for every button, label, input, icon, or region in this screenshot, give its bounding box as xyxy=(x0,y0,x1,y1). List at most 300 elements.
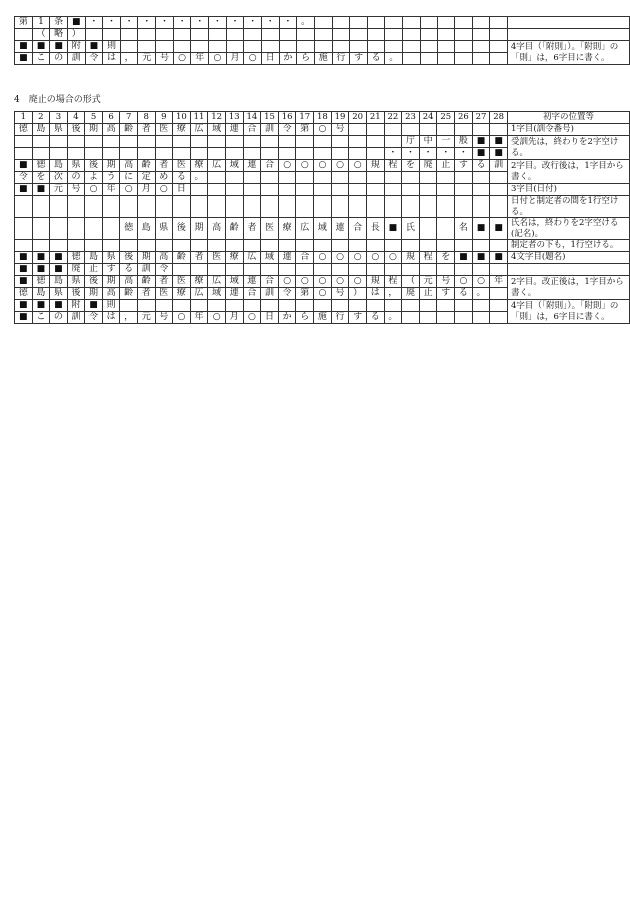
grid-cell xyxy=(243,264,261,276)
grid-cell xyxy=(120,300,138,312)
grid-cell xyxy=(384,264,402,276)
grid-cell xyxy=(367,17,385,29)
grid-cell: ■ xyxy=(472,148,490,160)
grid-cell: 元 xyxy=(419,276,437,288)
grid-cell: 令 xyxy=(85,312,103,324)
grid-cell: 規 xyxy=(366,160,384,172)
grid-cell: 療 xyxy=(278,218,296,240)
column-number: 25 xyxy=(437,112,455,124)
table-row xyxy=(15,252,630,264)
header-row xyxy=(15,112,630,124)
grid-cell xyxy=(190,196,208,218)
grid-cell: 程 xyxy=(419,252,437,264)
grid-cell: ・ xyxy=(279,17,297,29)
position-note: 2字目。改行後は，1字目から書く。 xyxy=(507,160,629,184)
grid-cell xyxy=(437,124,455,136)
grid-cell: 期 xyxy=(190,218,208,240)
grid-cell xyxy=(138,29,156,41)
grid-cell xyxy=(137,196,155,218)
grid-cell xyxy=(50,240,68,252)
grid-cell xyxy=(420,29,437,41)
grid-cell: 連 xyxy=(225,124,243,136)
grid-cell xyxy=(296,300,314,312)
grid-cell: ○ xyxy=(243,312,261,324)
grid-cell xyxy=(472,264,490,276)
grid-cell xyxy=(225,264,243,276)
grid-cell xyxy=(366,136,384,148)
grid-cell: ・ xyxy=(402,148,420,160)
grid-cell: 広 xyxy=(190,124,208,136)
grid-cell xyxy=(314,17,332,29)
grid-cell: ， xyxy=(384,288,402,300)
grid-cell xyxy=(156,41,174,53)
grid-cell xyxy=(349,300,367,312)
grid-cell: 年 xyxy=(102,184,120,196)
grid-cell: 医 xyxy=(155,288,173,300)
position-note: 受訓先は，終わりを2字空ける。 xyxy=(507,136,629,160)
format-table-1 xyxy=(14,16,630,65)
column-number: 16 xyxy=(278,112,296,124)
grid-cell xyxy=(32,196,50,218)
grid-cell: に xyxy=(120,172,138,184)
grid-cell: 高 xyxy=(102,288,120,300)
grid-cell: ■ xyxy=(50,264,68,276)
grid-cell xyxy=(225,148,243,160)
grid-cell: 合 xyxy=(296,252,314,264)
grid-cell xyxy=(332,29,350,41)
grid-cell: 則 xyxy=(103,41,121,53)
grid-cell xyxy=(67,136,85,148)
grid-cell xyxy=(438,41,455,53)
grid-cell xyxy=(490,29,507,41)
grid-cell xyxy=(261,148,279,160)
grid-cell: 域 xyxy=(314,218,332,240)
grid-cell xyxy=(419,300,437,312)
grid-cell xyxy=(190,184,208,196)
grid-cell: ■ xyxy=(50,252,68,264)
column-number: 5 xyxy=(85,112,103,124)
grid-cell: 年 xyxy=(490,276,508,288)
grid-cell: を xyxy=(32,172,50,184)
grid-cell xyxy=(155,136,173,148)
grid-cell xyxy=(402,300,420,312)
grid-cell xyxy=(349,148,367,160)
table-row xyxy=(15,240,630,252)
grid-cell: 期 xyxy=(102,276,120,288)
grid-cell xyxy=(331,264,349,276)
grid-cell: ○ xyxy=(314,124,332,136)
grid-cell xyxy=(349,184,367,196)
grid-cell: ■ xyxy=(15,53,33,65)
grid-cell xyxy=(137,148,155,160)
grid-cell xyxy=(244,29,262,41)
position-note: 2字目。改正後は，1字目から書く。 xyxy=(507,276,629,300)
grid-cell: 県 xyxy=(67,160,85,172)
grid-cell xyxy=(455,264,473,276)
grid-cell: 連 xyxy=(331,218,349,240)
grid-cell: 氏 xyxy=(402,218,420,240)
column-number: 27 xyxy=(472,112,490,124)
grid-cell xyxy=(367,41,385,53)
grid-cell xyxy=(190,240,208,252)
grid-cell xyxy=(332,17,350,29)
grid-cell: ■ xyxy=(15,264,33,276)
grid-cell xyxy=(85,240,103,252)
grid-cell xyxy=(85,29,103,41)
grid-cell xyxy=(296,184,314,196)
grid-cell xyxy=(278,184,296,196)
grid-cell: ■ xyxy=(32,184,50,196)
grid-cell xyxy=(331,136,349,148)
grid-cell xyxy=(279,29,297,41)
grid-cell xyxy=(420,53,437,65)
grid-cell xyxy=(438,29,455,41)
grid-cell: ○ xyxy=(349,160,367,172)
grid-cell: 県 xyxy=(50,124,68,136)
grid-cell xyxy=(455,240,473,252)
grid-cell xyxy=(103,29,121,41)
grid-cell xyxy=(138,41,156,53)
position-note: 日付と制定者の間を1行空ける。 xyxy=(507,196,629,218)
grid-cell: ， xyxy=(120,53,138,65)
grid-cell xyxy=(296,240,314,252)
grid-cell xyxy=(32,240,50,252)
grid-cell: 行 xyxy=(331,312,349,324)
grid-cell: 広 xyxy=(208,160,226,172)
grid-cell: 止 xyxy=(419,288,437,300)
grid-cell: ・ xyxy=(156,17,174,29)
table-row xyxy=(15,124,630,136)
grid-cell: の xyxy=(50,53,68,65)
grid-cell xyxy=(278,196,296,218)
grid-cell xyxy=(85,148,103,160)
grid-cell: 合 xyxy=(261,160,279,172)
table-row xyxy=(15,184,630,196)
grid-cell: ○ xyxy=(244,53,262,65)
grid-cell xyxy=(472,240,490,252)
grid-cell xyxy=(437,300,455,312)
grid-cell: 行 xyxy=(332,53,350,65)
grid-cell: ○ xyxy=(314,276,332,288)
grid-cell xyxy=(173,300,191,312)
column-number: 9 xyxy=(155,112,173,124)
grid-cell xyxy=(349,172,367,184)
grid-cell: 施 xyxy=(314,53,332,65)
grid-cell xyxy=(437,264,455,276)
grid-cell: ○ xyxy=(155,184,173,196)
grid-cell xyxy=(67,240,85,252)
grid-cell xyxy=(490,172,508,184)
grid-cell: 第 xyxy=(296,288,314,300)
grid-cell: 療 xyxy=(173,124,191,136)
grid-cell xyxy=(403,29,420,41)
grid-cell: 元 xyxy=(138,53,156,65)
grid-cell: ・ xyxy=(384,148,402,160)
grid-cell xyxy=(32,218,50,240)
grid-cell: 定 xyxy=(137,172,155,184)
grid-cell xyxy=(314,264,332,276)
grid-cell: ■ xyxy=(85,41,103,53)
grid-cell xyxy=(208,184,226,196)
grid-cell xyxy=(419,240,437,252)
grid-cell xyxy=(455,41,472,53)
grid-cell xyxy=(278,172,296,184)
grid-cell xyxy=(472,184,490,196)
grid-cell xyxy=(438,53,455,65)
grid-cell: ■ xyxy=(85,300,103,312)
grid-cell: 1 xyxy=(32,17,50,29)
grid-cell xyxy=(331,240,349,252)
grid-cell: 月 xyxy=(225,312,243,324)
grid-cell: 訓 xyxy=(67,312,85,324)
grid-cell xyxy=(32,148,50,160)
position-note: 1字目(訓令番号) xyxy=(507,124,629,136)
grid-cell xyxy=(366,264,384,276)
grid-cell: 年 xyxy=(190,312,208,324)
grid-cell xyxy=(85,218,103,240)
grid-cell xyxy=(420,41,437,53)
grid-cell xyxy=(191,29,209,41)
grid-cell: 合 xyxy=(261,276,279,288)
grid-cell xyxy=(173,264,191,276)
grid-cell xyxy=(455,29,472,41)
grid-cell: 療 xyxy=(190,160,208,172)
grid-cell xyxy=(15,136,33,148)
grid-cell: す xyxy=(455,160,473,172)
grid-cell xyxy=(350,17,368,29)
grid-cell xyxy=(366,196,384,218)
grid-cell: ■ xyxy=(67,17,85,29)
grid-cell xyxy=(190,148,208,160)
grid-cell xyxy=(349,136,367,148)
grid-cell: 連 xyxy=(225,288,243,300)
position-note xyxy=(507,264,629,276)
grid-cell xyxy=(490,240,508,252)
grid-cell: 。 xyxy=(384,312,402,324)
grid-cell: ） xyxy=(67,29,85,41)
grid-cell xyxy=(279,41,297,53)
grid-cell xyxy=(297,29,315,41)
grid-cell: ・ xyxy=(191,17,209,29)
grid-cell: 島 xyxy=(50,276,68,288)
grid-cell xyxy=(349,240,367,252)
grid-cell: 止 xyxy=(85,264,103,276)
grid-cell: る xyxy=(367,53,385,65)
grid-cell xyxy=(50,136,68,148)
position-note: 4字目（「附則」）。「附則」の「則」は，6字目に書く。 xyxy=(507,300,629,324)
grid-cell xyxy=(437,240,455,252)
position-note xyxy=(507,17,629,29)
table-row xyxy=(15,218,630,240)
grid-cell: ■ xyxy=(472,218,490,240)
grid-cell xyxy=(490,124,508,136)
table-row xyxy=(15,41,630,53)
grid-cell xyxy=(243,196,261,218)
grid-cell xyxy=(15,218,33,240)
grid-cell: 島 xyxy=(85,252,103,264)
grid-cell: 県 xyxy=(50,288,68,300)
grid-cell: 後 xyxy=(85,276,103,288)
grid-cell xyxy=(225,196,243,218)
grid-cell: ・ xyxy=(103,17,121,29)
grid-cell xyxy=(402,264,420,276)
grid-cell xyxy=(419,312,437,324)
grid-cell: 訓 xyxy=(67,53,85,65)
column-number: 15 xyxy=(261,112,279,124)
grid-cell xyxy=(314,240,332,252)
grid-cell xyxy=(384,124,402,136)
grid-cell xyxy=(490,41,507,53)
grid-cell xyxy=(190,136,208,148)
grid-cell xyxy=(420,17,437,29)
grid-cell: 高 xyxy=(102,124,120,136)
grid-cell: 規 xyxy=(402,252,420,264)
grid-cell: ・ xyxy=(455,148,473,160)
grid-cell: る xyxy=(173,172,191,184)
grid-cell: 規 xyxy=(366,276,384,288)
grid-cell xyxy=(314,148,332,160)
grid-cell: 高 xyxy=(120,160,138,172)
grid-cell: 中 xyxy=(419,136,437,148)
table-row xyxy=(15,300,630,312)
grid-cell: 者 xyxy=(155,160,173,172)
grid-cell xyxy=(261,184,279,196)
grid-cell xyxy=(156,29,174,41)
grid-cell: 医 xyxy=(261,218,279,240)
grid-cell: 元 xyxy=(137,312,155,324)
grid-cell xyxy=(297,41,315,53)
grid-cell xyxy=(261,240,279,252)
grid-cell xyxy=(225,300,243,312)
grid-cell xyxy=(419,184,437,196)
grid-cell: ○ xyxy=(366,252,384,264)
grid-cell: を xyxy=(402,160,420,172)
grid-cell xyxy=(296,264,314,276)
table-row xyxy=(15,17,630,29)
grid-cell xyxy=(437,196,455,218)
grid-cell: 附 xyxy=(67,300,85,312)
grid-cell: 訓 xyxy=(261,288,279,300)
grid-cell: 者 xyxy=(190,252,208,264)
grid-cell xyxy=(349,196,367,218)
grid-cell xyxy=(437,312,455,324)
grid-cell: ・ xyxy=(120,17,138,29)
grid-cell xyxy=(243,240,261,252)
grid-cell: ○ xyxy=(209,53,227,65)
grid-cell: す xyxy=(349,312,367,324)
grid-cell: 令 xyxy=(85,53,103,65)
grid-cell xyxy=(208,240,226,252)
column-number: 14 xyxy=(243,112,261,124)
grid-cell xyxy=(208,148,226,160)
grid-cell: 広 xyxy=(243,252,261,264)
grid-cell: 合 xyxy=(243,288,261,300)
grid-cell: 徳 xyxy=(15,288,33,300)
grid-cell: 連 xyxy=(243,276,261,288)
column-number: 19 xyxy=(331,112,349,124)
grid-cell xyxy=(472,300,490,312)
grid-cell xyxy=(455,53,472,65)
grid-cell xyxy=(490,288,508,300)
table-row xyxy=(15,160,630,172)
grid-cell xyxy=(261,300,279,312)
table-row xyxy=(15,276,630,288)
grid-cell xyxy=(244,41,262,53)
grid-cell: ら xyxy=(296,312,314,324)
grid-cell: ・ xyxy=(173,17,191,29)
grid-cell xyxy=(85,196,103,218)
grid-cell: 期 xyxy=(102,160,120,172)
grid-cell: 広 xyxy=(296,218,314,240)
grid-cell: （ xyxy=(402,276,420,288)
grid-cell xyxy=(137,240,155,252)
grid-cell xyxy=(296,136,314,148)
grid-cell: ・ xyxy=(85,17,103,29)
grid-cell: 元 xyxy=(50,184,68,196)
grid-cell: 高 xyxy=(208,218,226,240)
grid-cell xyxy=(208,300,226,312)
grid-cell: は xyxy=(366,288,384,300)
grid-cell: 略 xyxy=(50,29,68,41)
column-number: 20 xyxy=(349,112,367,124)
grid-cell: 号 xyxy=(331,124,349,136)
grid-cell: 連 xyxy=(278,252,296,264)
grid-cell: ・ xyxy=(138,17,156,29)
grid-cell xyxy=(120,41,138,53)
grid-cell: ○ xyxy=(173,53,191,65)
grid-cell xyxy=(190,264,208,276)
grid-cell: 廃 xyxy=(402,288,420,300)
grid-cell xyxy=(173,136,191,148)
grid-cell xyxy=(402,172,420,184)
grid-cell: ○ xyxy=(455,276,473,288)
grid-cell: の xyxy=(67,172,85,184)
grid-cell xyxy=(191,41,209,53)
section-heading: 4 廃止の場合の形式 xyxy=(14,95,101,105)
column-number: 10 xyxy=(173,112,191,124)
grid-cell: 程 xyxy=(384,160,402,172)
grid-cell: 号 xyxy=(156,53,174,65)
grid-cell: ■ xyxy=(32,264,50,276)
grid-cell xyxy=(278,136,296,148)
grid-cell: ○ xyxy=(331,252,349,264)
grid-cell xyxy=(331,148,349,160)
grid-cell xyxy=(67,196,85,218)
grid-cell xyxy=(137,136,155,148)
grid-cell xyxy=(455,124,473,136)
grid-cell xyxy=(120,240,138,252)
grid-cell xyxy=(455,196,473,218)
grid-cell: ○ xyxy=(296,160,314,172)
grid-cell: は xyxy=(102,312,120,324)
grid-cell xyxy=(225,184,243,196)
grid-cell xyxy=(349,124,367,136)
grid-cell xyxy=(402,312,420,324)
grid-cell: ， xyxy=(120,312,138,324)
column-number: 2 xyxy=(32,112,50,124)
grid-cell: ■ xyxy=(455,252,473,264)
grid-cell xyxy=(419,264,437,276)
position-note: 4字目（「附則」）。「附則」の「則」は，6字目に書く。 xyxy=(507,41,629,65)
grid-cell: ） xyxy=(349,288,367,300)
grid-cell: ・ xyxy=(244,17,262,29)
grid-cell: る xyxy=(455,288,473,300)
grid-cell xyxy=(366,240,384,252)
grid-cell: ・ xyxy=(226,17,244,29)
grid-cell xyxy=(366,124,384,136)
grid-cell: ■ xyxy=(15,184,33,196)
grid-cell: 者 xyxy=(243,218,261,240)
